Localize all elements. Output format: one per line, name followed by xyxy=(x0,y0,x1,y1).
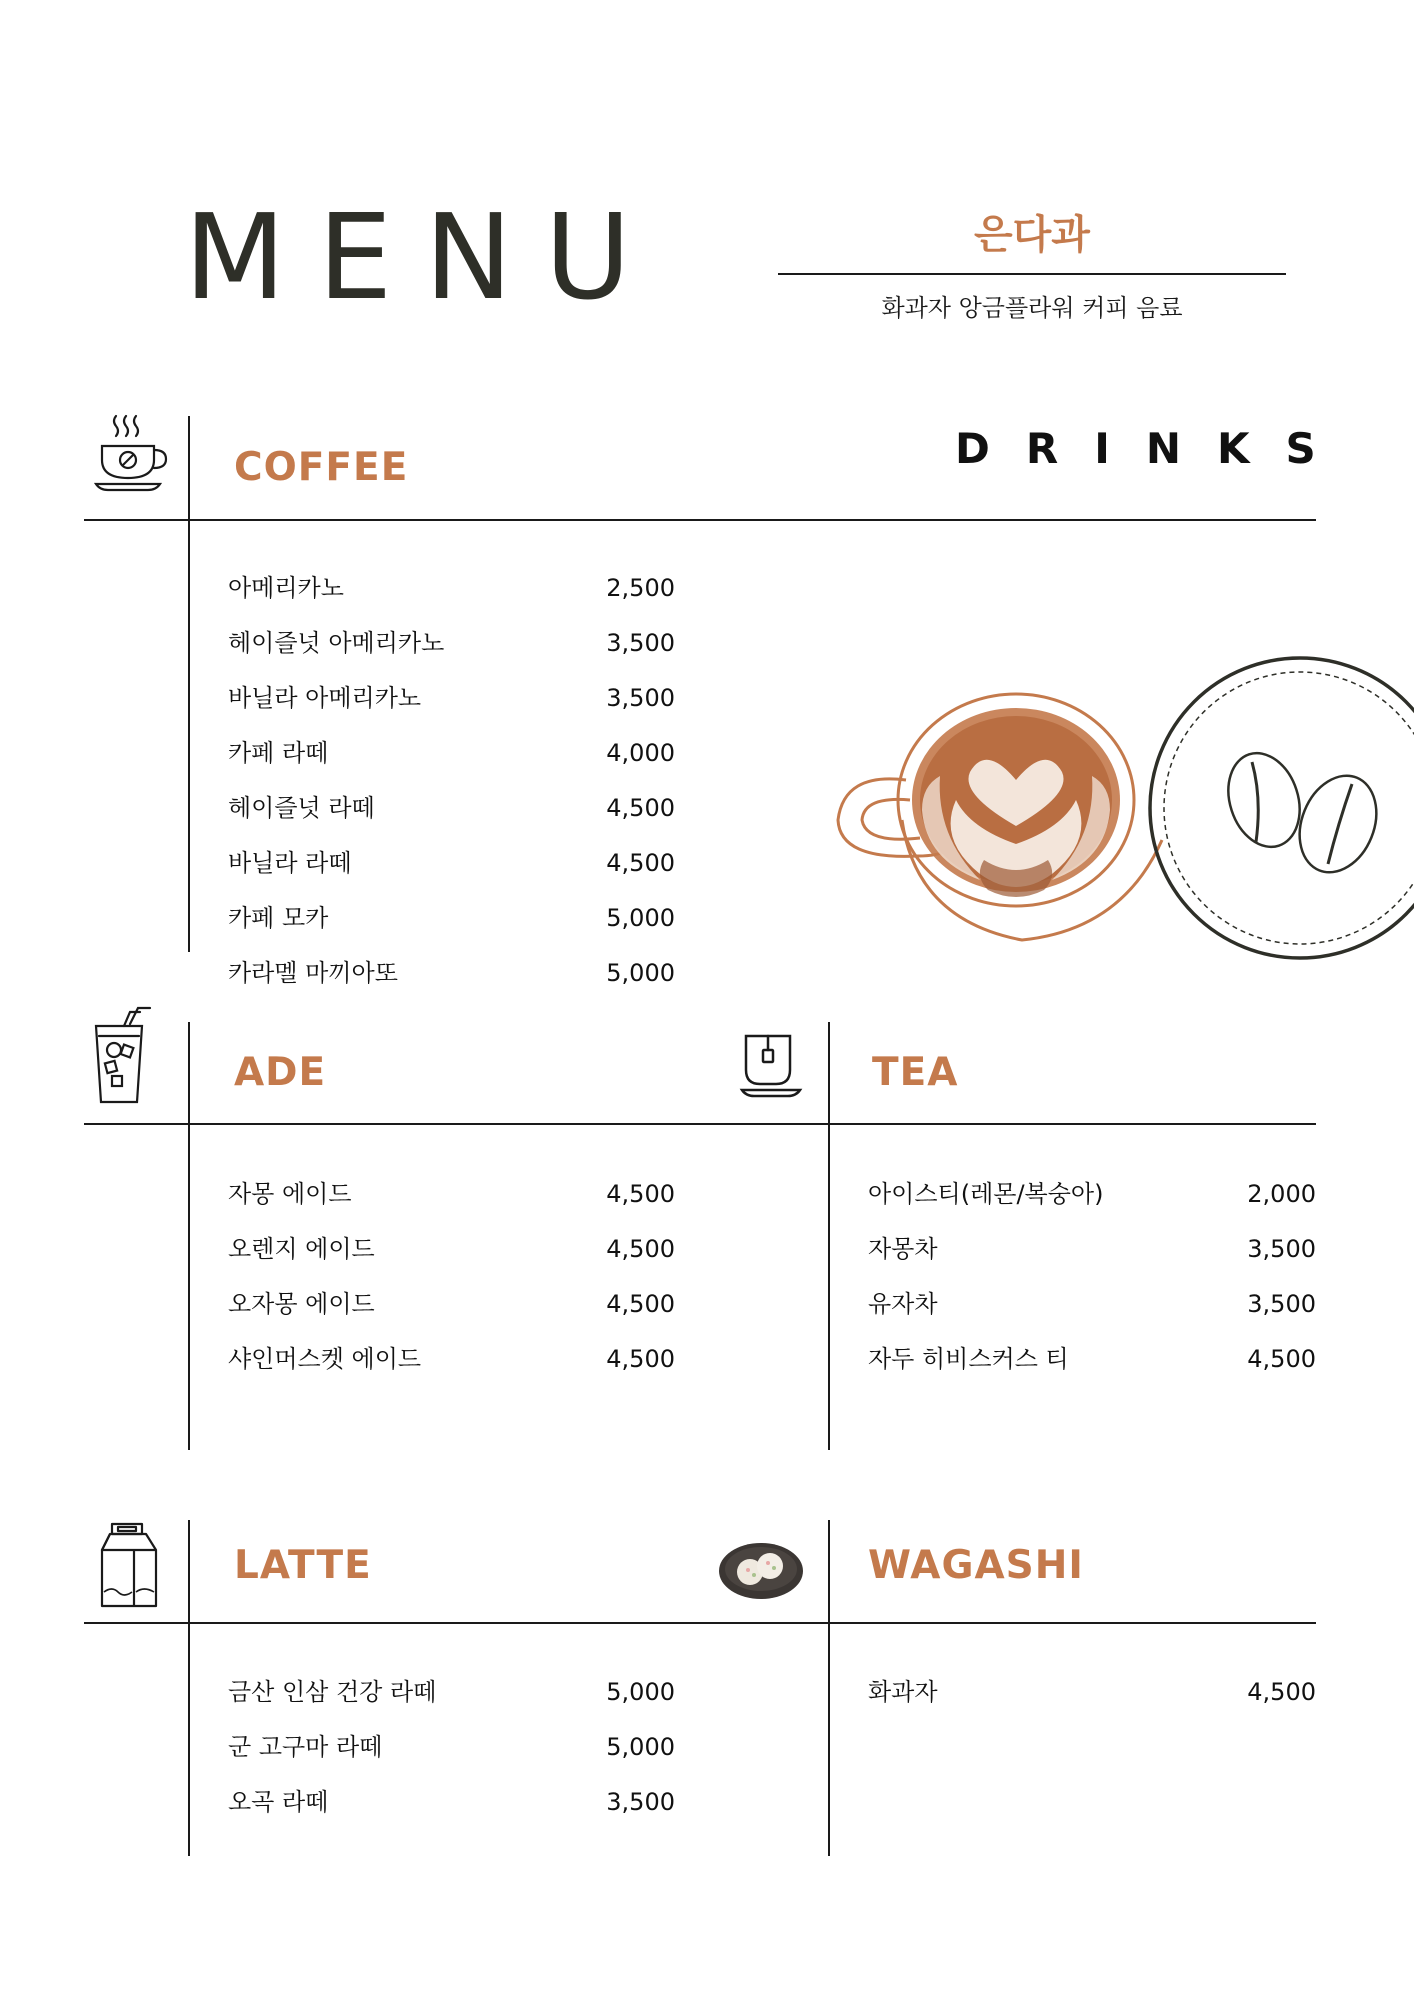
coffee-item-price: 4,000 xyxy=(606,739,675,767)
tea-item-name: 자몽차 xyxy=(868,1235,938,1263)
tea-item-price: 2,000 xyxy=(1247,1180,1316,1208)
coffee-item-name: 카라멜 마끼아또 xyxy=(228,959,398,987)
latte-item-name: 금산 인삼 건강 라떼 xyxy=(228,1678,437,1706)
wagashi-plate-icon xyxy=(718,1538,804,1600)
coffee-item-price: 3,500 xyxy=(606,629,675,657)
coffee-item-name: 카페 라떼 xyxy=(228,739,329,767)
latte-item-price: 5,000 xyxy=(606,1678,675,1706)
tea-vertical-divider xyxy=(828,1022,830,1450)
brand-name: 은다과 xyxy=(974,212,1090,258)
tea-item-name: 아이스티(레몬/복숭아) xyxy=(868,1180,1104,1208)
drinks-heading: DRINKS xyxy=(955,424,1352,473)
ade-item-price: 4,500 xyxy=(606,1345,675,1373)
wagashi-item-price: 4,500 xyxy=(1247,1678,1316,1706)
tea-cup-icon xyxy=(740,1032,802,1098)
tea-item-name: 유자차 xyxy=(868,1290,938,1318)
coffee-vertical-divider xyxy=(188,416,190,952)
coffee-item-name: 바닐라 아메리카노 xyxy=(228,684,422,712)
tea-section-title: TEA xyxy=(872,1050,959,1095)
ade-item-name: 자몽 에이드 xyxy=(228,1180,352,1208)
coffee-item-price: 2,500 xyxy=(606,574,675,602)
brand-divider xyxy=(778,273,1286,275)
ade-item-name: 샤인머스켓 에이드 xyxy=(228,1345,422,1373)
wagashi-item-name: 화과자 xyxy=(868,1678,938,1706)
tea-item-price: 3,500 xyxy=(1247,1290,1316,1318)
ade-vertical-divider xyxy=(188,1022,190,1450)
latte-item-price: 3,500 xyxy=(606,1788,675,1816)
latte-wagashi-header-rule xyxy=(84,1622,1316,1624)
coffee-item-price: 5,000 xyxy=(606,959,675,987)
iced-drink-icon xyxy=(92,1006,154,1106)
latte-art-illustration xyxy=(836,650,1196,956)
coffee-item-price: 4,500 xyxy=(606,849,675,877)
ade-section-title: ADE xyxy=(234,1050,327,1095)
coffee-item-name: 아메리카노 xyxy=(228,574,344,602)
menu-title: MENU xyxy=(184,188,664,326)
latte-item-name: 군 고구마 라떼 xyxy=(228,1733,383,1761)
latte-section-title: LATTE xyxy=(234,1543,372,1588)
coffee-cup-icon xyxy=(92,412,172,498)
ade-item-price: 4,500 xyxy=(606,1290,675,1318)
ade-item-name: 오자몽 에이드 xyxy=(228,1290,375,1318)
tea-item-price: 3,500 xyxy=(1247,1235,1316,1263)
brand-subtitle: 화과자 앙금플라워 커피 음료 xyxy=(881,294,1183,322)
coffee-beans-illustration xyxy=(1148,656,1414,962)
wagashi-section-title: WAGASHI xyxy=(868,1543,1084,1588)
tea-item-price: 4,500 xyxy=(1247,1345,1316,1373)
ade-item-price: 4,500 xyxy=(606,1180,675,1208)
ade-item-price: 4,500 xyxy=(606,1235,675,1263)
coffee-item-name: 헤이즐넛 아메리카노 xyxy=(228,629,445,657)
latte-item-name: 오곡 라떼 xyxy=(228,1788,329,1816)
coffee-item-price: 4,500 xyxy=(606,794,675,822)
wagashi-vertical-divider xyxy=(828,1520,830,1856)
ade-item-name: 오렌지 에이드 xyxy=(228,1235,375,1263)
milk-carton-icon xyxy=(100,1522,158,1608)
latte-vertical-divider xyxy=(188,1520,190,1856)
coffee-item-name: 바닐라 라떼 xyxy=(228,849,352,877)
ade-tea-header-rule xyxy=(84,1123,1316,1125)
coffee-item-name: 카페 모카 xyxy=(228,904,329,932)
latte-item-price: 5,000 xyxy=(606,1733,675,1761)
coffee-item-price: 3,500 xyxy=(606,684,675,712)
coffee-header-rule xyxy=(84,519,1316,521)
coffee-section-title: COFFEE xyxy=(234,445,409,490)
tea-item-name: 자두 히비스커스 티 xyxy=(868,1345,1069,1373)
coffee-item-name: 헤이즐넛 라떼 xyxy=(228,794,375,822)
coffee-item-price: 5,000 xyxy=(606,904,675,932)
